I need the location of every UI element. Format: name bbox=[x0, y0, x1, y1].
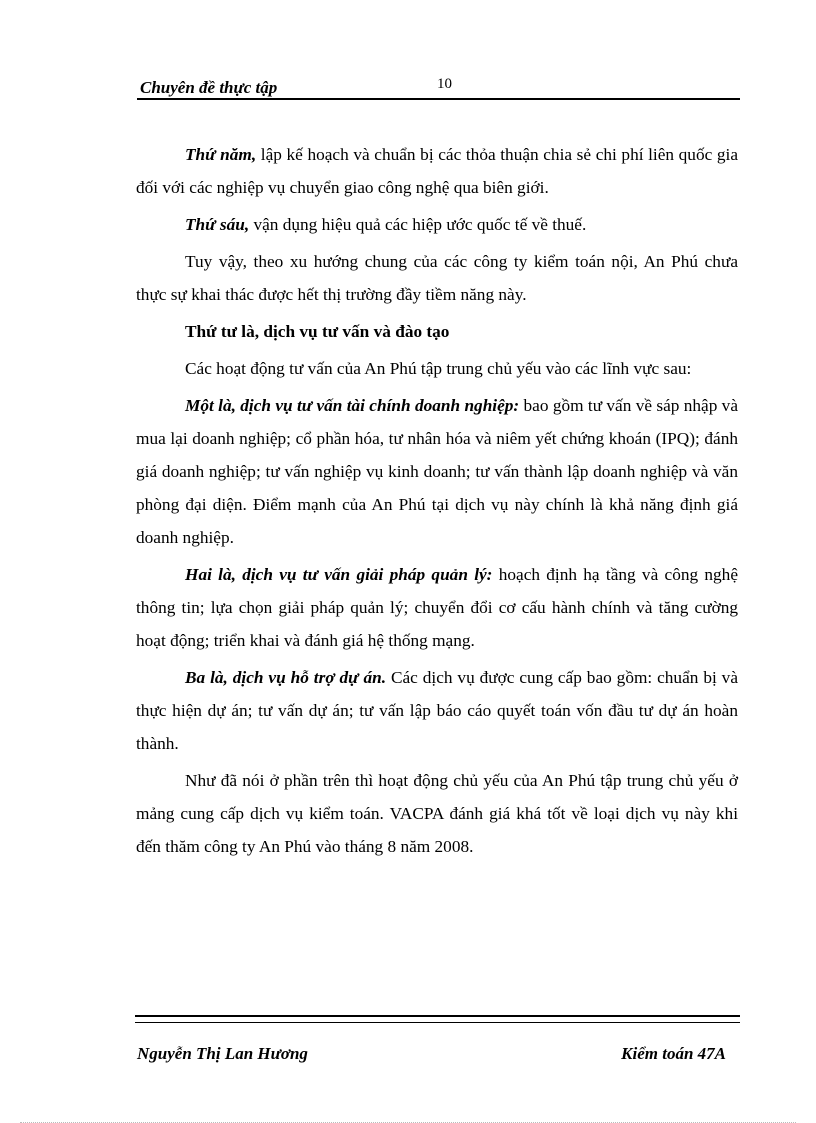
page-header bbox=[137, 74, 740, 100]
section-heading-text: Thứ tư là, dịch vụ tư vấn và đào tạo bbox=[185, 322, 450, 341]
paragraph-lead: Ba là, dịch vụ hỗ trợ dự án. bbox=[185, 668, 387, 687]
paragraph-lead: Thứ sáu, bbox=[185, 215, 250, 234]
footer-rule bbox=[135, 1015, 740, 1023]
paragraph bbox=[136, 352, 738, 385]
paragraph bbox=[136, 661, 738, 760]
paragraph-text: Tuy vậy, theo xu hướng chung của các công ty kiểm toán nội, An Phú chưa thực sự khai thác được hết thị trường đầy tiềm năng này. bbox=[136, 252, 738, 304]
page-number: 10 bbox=[437, 76, 452, 92]
paragraph bbox=[136, 389, 738, 554]
paragraph-lead: Thứ năm, bbox=[185, 145, 257, 164]
paragraph-text: Các dịch vụ được cung cấp bao gồm: chuẩn bị và thực hiện dự án; tư vấn dự án; tư vấn lập báo cáo quyết toán vốn đầu tư dự án hoàn thành. bbox=[136, 668, 738, 753]
footer-class: Kiểm toán 47A bbox=[621, 1044, 726, 1063]
footer-author: Nguyễn Thị Lan Hương bbox=[137, 1044, 308, 1063]
header-rule bbox=[137, 98, 740, 100]
paragraph-text: Như đã nói ở phần trên thì hoạt động chủ yếu của An Phú tập trung chủ yếu ở mảng cung cấp dịch vụ kiểm toán. VACPA đánh giá khá tốt về loại dịch vụ này khi đến thăm công ty An Phú vào tháng 8 năm 2008. bbox=[136, 771, 738, 856]
paragraph-text: vận dụng hiệu quả các hiệp ước quốc tế về thuế. bbox=[249, 215, 587, 234]
paragraph bbox=[136, 138, 738, 204]
paragraph bbox=[136, 558, 738, 657]
header-title: Chuyên đề thực tập bbox=[140, 78, 278, 97]
section-heading bbox=[136, 315, 738, 348]
paragraph-lead: Hai là, dịch vụ tư vấn giải pháp quản lý: bbox=[185, 565, 493, 584]
paragraph-text: lập kế hoạch và chuẩn bị các thỏa thuận chia sẻ chi phí liên quốc gia đối với các nghiệp vụ chuyển giao công nghệ qua biên giới. bbox=[136, 145, 738, 197]
paragraph bbox=[136, 764, 738, 863]
paragraph bbox=[136, 208, 738, 241]
paragraph-text: bao gồm tư vấn về sáp nhập và mua lại doanh nghiệp; cổ phần hóa, tư nhân hóa và niêm yết chứng khoán (IPQ); đánh giá doanh nghiệp; tư vấn nghiệp vụ kinh doanh; tư vấn thành lập doanh nghiệp và văn phòng đại diện. Điểm mạnh của An Phú tại dịch vụ này chính là khả năng định giá doanh nghiệp. bbox=[136, 396, 738, 547]
paragraph-text: hoạch định hạ tầng và công nghệ thông tin; lựa chọn giải pháp quản lý; chuyển đổi cơ cấu hành chính và tăng cường hoạt động; triển khai và đánh giá hệ thống mạng. bbox=[136, 565, 738, 650]
paragraph-lead: Một là, dịch vụ tư vấn tài chính doanh nghiệp: bbox=[185, 396, 520, 415]
paragraph-text: Các hoạt động tư vấn của An Phú tập trung chủ yếu vào các lĩnh vực sau: bbox=[185, 359, 692, 378]
document-body bbox=[136, 138, 738, 867]
paragraph bbox=[136, 245, 738, 311]
